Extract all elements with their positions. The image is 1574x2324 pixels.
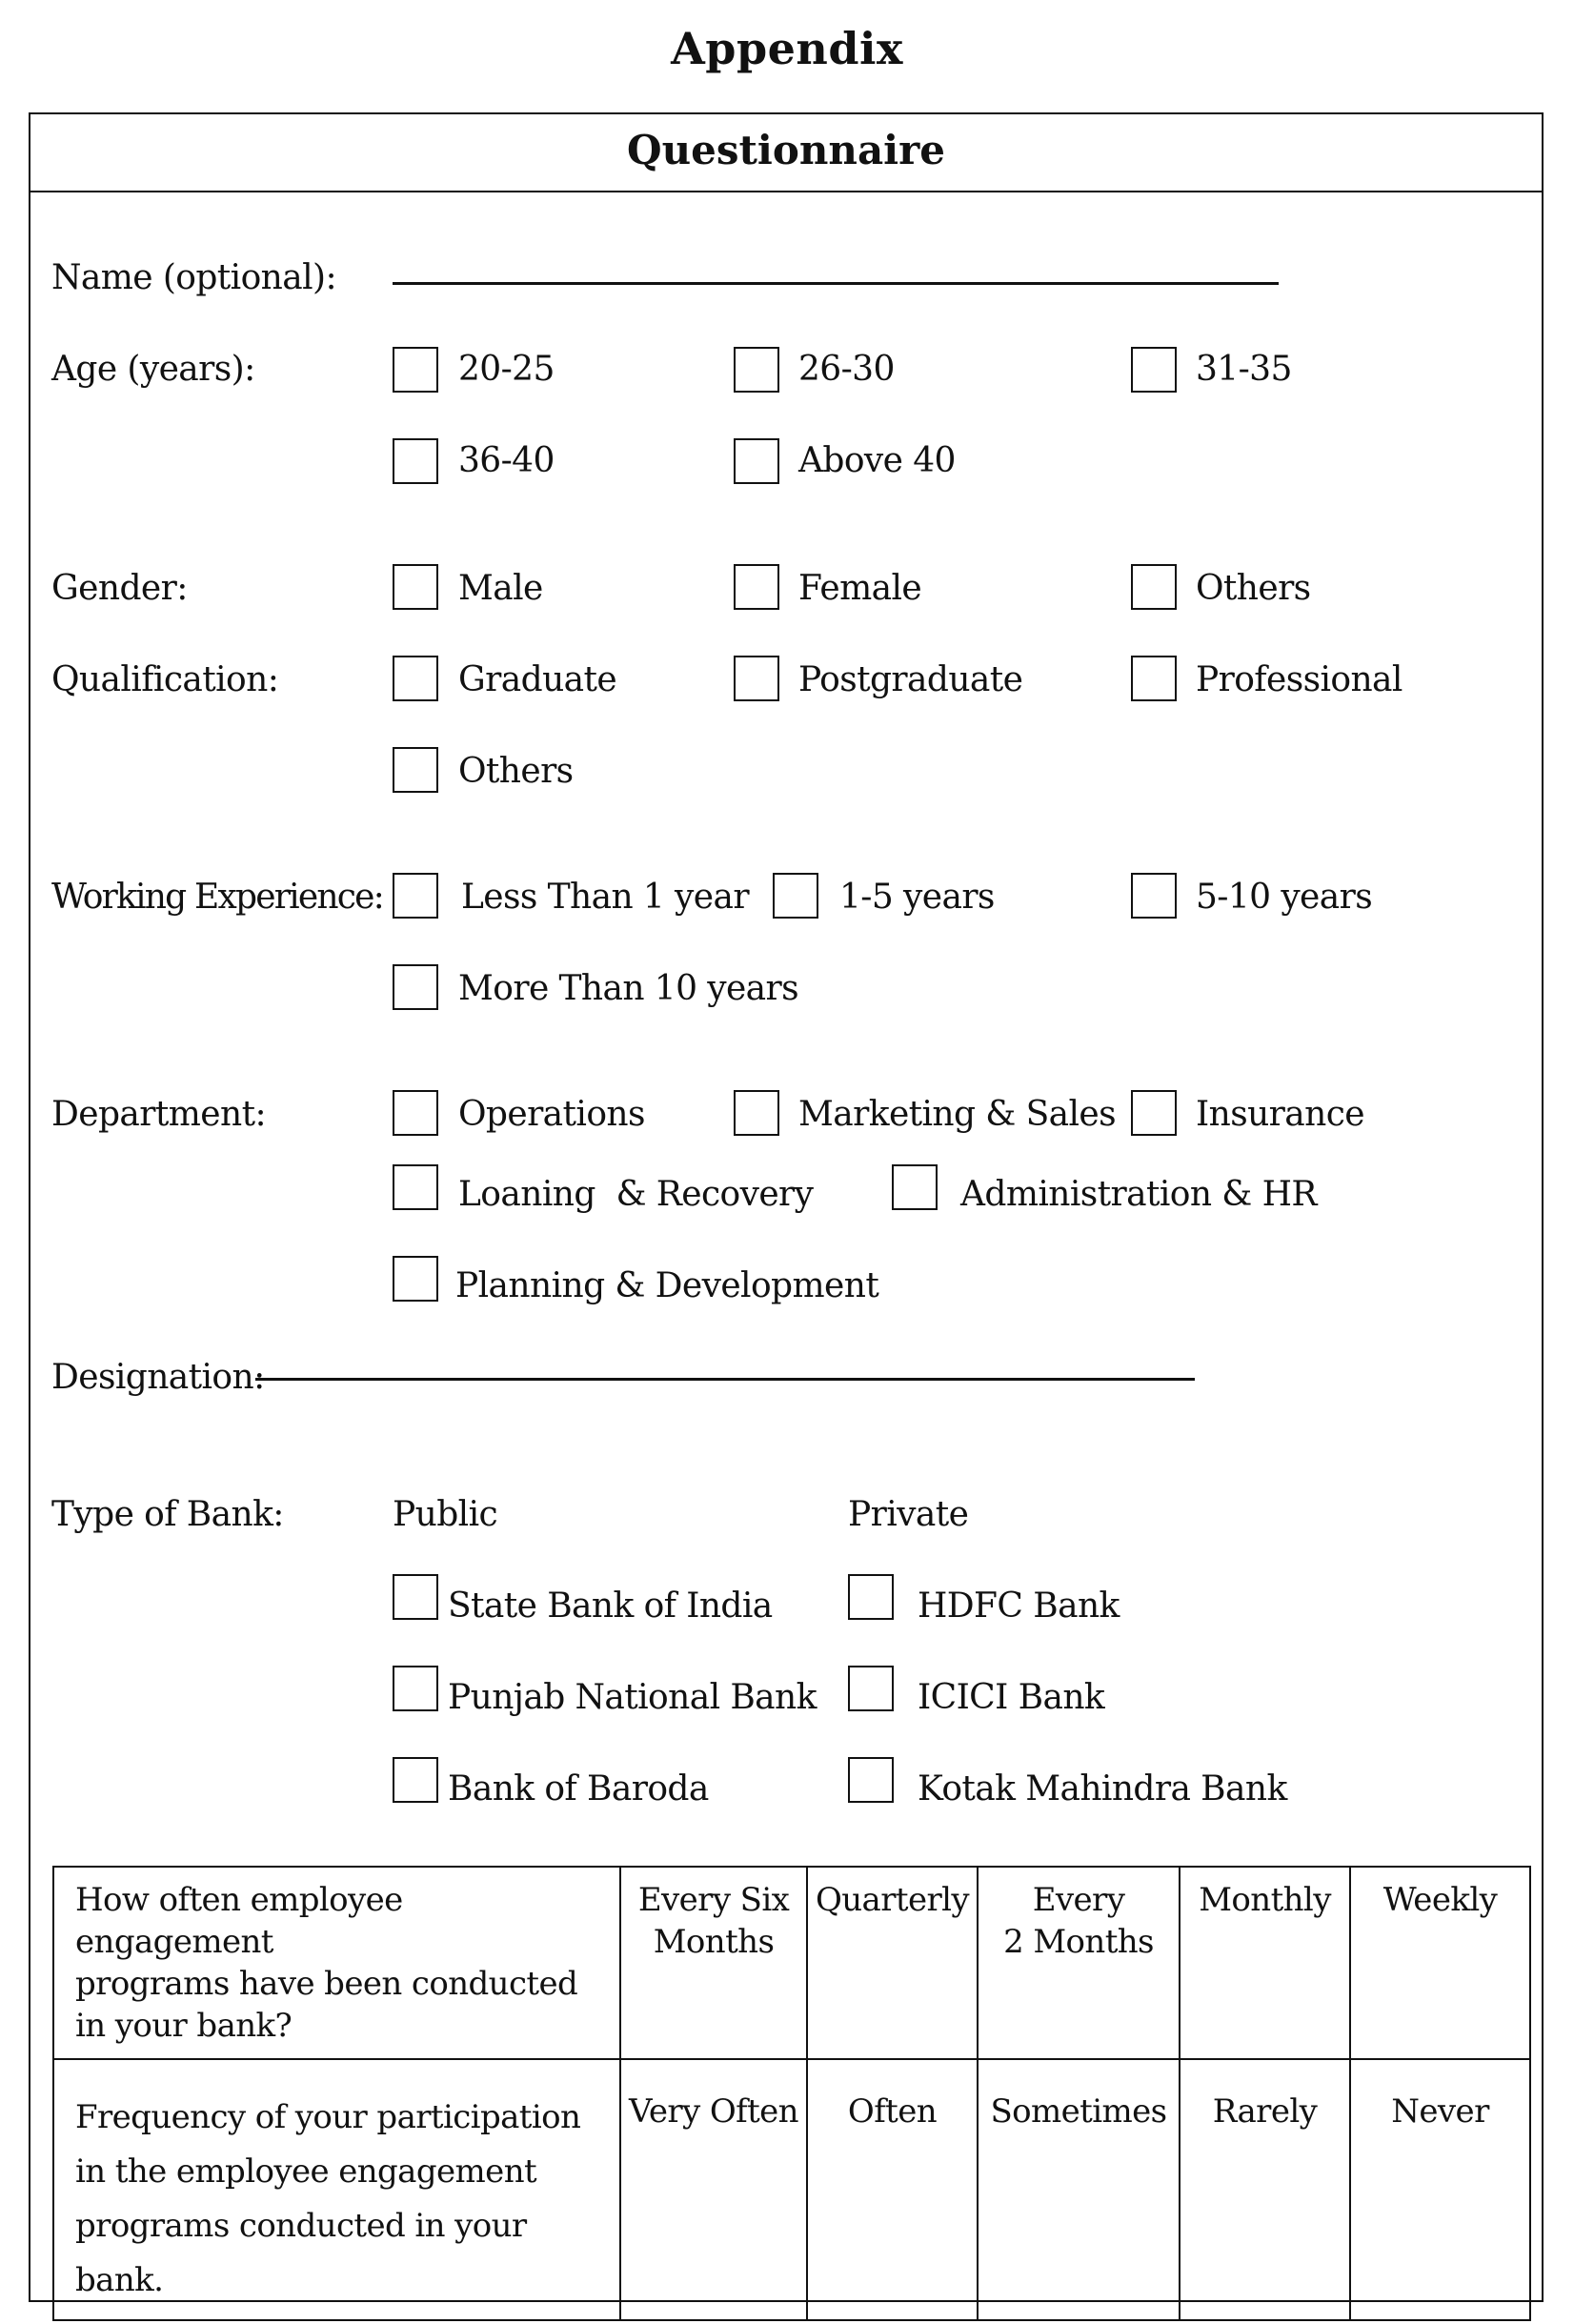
gender-checkbox-male[interactable] bbox=[393, 564, 438, 610]
bank-checkbox-pnb[interactable] bbox=[393, 1666, 438, 1711]
question-cell bbox=[53, 1867, 620, 2059]
choice-cell-very-often[interactable] bbox=[620, 2059, 807, 2320]
choice-cell-every-2-months[interactable] bbox=[978, 1867, 1180, 2059]
department-checkbox-marketing-sales[interactable] bbox=[734, 1090, 779, 1136]
choice-cell-monthly[interactable] bbox=[1180, 1867, 1350, 2059]
bank-checkbox-icici[interactable] bbox=[848, 1666, 894, 1711]
choice-text: Every Six bbox=[637, 1881, 790, 1919]
age-option-label: 20-25 bbox=[458, 350, 555, 389]
bank-option-label: Bank of Baroda bbox=[448, 1769, 709, 1809]
qualification-option-label: Graduate bbox=[458, 660, 617, 699]
experience-checkbox-more-than-10[interactable] bbox=[393, 964, 438, 1010]
choice-text: Never bbox=[1391, 2092, 1489, 2131]
choice-cell-often[interactable] bbox=[807, 2059, 978, 2320]
designation-label: Designation: bbox=[51, 1358, 265, 1397]
gender-option-label: Male bbox=[458, 569, 543, 608]
department-option-label: Loaning & Recovery bbox=[458, 1175, 814, 1214]
gender-checkbox-female[interactable] bbox=[734, 564, 779, 610]
choice-text: Rarely bbox=[1212, 2092, 1318, 2131]
qualification-label: Qualification: bbox=[51, 660, 279, 699]
gender-checkbox-others[interactable] bbox=[1131, 564, 1177, 610]
age-option-label: 26-30 bbox=[798, 350, 895, 389]
bank-option-label: HDFC Bank bbox=[918, 1586, 1120, 1626]
experience-label: Working Experience: bbox=[51, 878, 383, 917]
age-checkbox-36-40[interactable] bbox=[393, 438, 438, 484]
qualification-checkbox-others[interactable] bbox=[393, 747, 438, 793]
age-checkbox-26-30[interactable] bbox=[734, 347, 779, 393]
choice-text: Weekly bbox=[1382, 1881, 1498, 1919]
gender-label: Gender: bbox=[51, 569, 188, 608]
experience-checkbox-5-10[interactable] bbox=[1131, 873, 1177, 919]
department-checkbox-loaning-recovery[interactable] bbox=[393, 1164, 438, 1210]
question-line: How often employee engagement bbox=[75, 1881, 403, 1961]
age-option-label: Above 40 bbox=[798, 441, 956, 480]
choice-cell-weekly[interactable] bbox=[1350, 1867, 1530, 2059]
experience-option-label: 1-5 years bbox=[839, 878, 995, 917]
department-checkbox-planning-development[interactable] bbox=[393, 1256, 438, 1302]
age-checkbox-above-40[interactable] bbox=[734, 438, 779, 484]
question-cell bbox=[53, 2059, 620, 2320]
bank-checkbox-hdfc[interactable] bbox=[848, 1574, 894, 1620]
age-checkbox-31-35[interactable] bbox=[1131, 347, 1177, 393]
bank-option-label: State Bank of India bbox=[448, 1586, 773, 1626]
bank-option-label: ICICI Bank bbox=[918, 1678, 1105, 1717]
qualification-checkbox-graduate[interactable] bbox=[393, 656, 438, 701]
department-option-label: Marketing & Sales bbox=[798, 1095, 1117, 1134]
age-option-label: 36-40 bbox=[458, 441, 555, 480]
choice-text: Sometimes bbox=[990, 2092, 1167, 2131]
experience-option-label: 5-10 years bbox=[1196, 878, 1373, 917]
choice-text: Months bbox=[653, 1923, 775, 1961]
age-option-label: 31-35 bbox=[1196, 350, 1292, 389]
experience-checkbox-1-5[interactable] bbox=[773, 873, 818, 919]
bank-checkbox-kotak[interactable] bbox=[848, 1757, 894, 1803]
designation-field[interactable] bbox=[255, 1378, 1195, 1381]
name-field[interactable] bbox=[393, 282, 1279, 285]
qualification-option-label: Others bbox=[458, 752, 574, 791]
table-row-participation-frequency bbox=[53, 2059, 1530, 2320]
bank-checkbox-sbi[interactable] bbox=[393, 1574, 438, 1620]
department-checkbox-operations[interactable] bbox=[393, 1090, 438, 1136]
table-row-program-frequency bbox=[53, 1867, 1530, 2059]
age-label: Age (years): bbox=[51, 350, 255, 389]
choice-cell-sometimes[interactable] bbox=[978, 2059, 1180, 2320]
frequency-table bbox=[52, 1866, 1531, 2321]
department-option-label: Insurance bbox=[1196, 1095, 1364, 1134]
choice-text: Often bbox=[847, 2092, 938, 2131]
bank-option-label: Punjab National Bank bbox=[448, 1678, 817, 1717]
choice-cell-never[interactable] bbox=[1350, 2059, 1530, 2320]
qualification-checkbox-professional[interactable] bbox=[1131, 656, 1177, 701]
qualification-option-label: Postgraduate bbox=[798, 660, 1023, 699]
experience-option-label: Less Than 1 year bbox=[461, 878, 749, 917]
question-line: in the employee engagement bbox=[75, 2152, 537, 2191]
choice-text: 2 Months bbox=[1003, 1923, 1154, 1961]
page-title: Appendix bbox=[671, 23, 903, 74]
department-label: Department: bbox=[51, 1095, 266, 1134]
bank-checkbox-bob[interactable] bbox=[393, 1757, 438, 1803]
choice-cell-quarterly[interactable] bbox=[807, 1867, 978, 2059]
choice-text: Monthly bbox=[1199, 1881, 1331, 1919]
department-option-label: Planning & Development bbox=[455, 1266, 879, 1305]
qualification-checkbox-postgraduate[interactable] bbox=[734, 656, 779, 701]
question-line: programs conducted in your bank. bbox=[75, 2207, 527, 2299]
bank-option-label: Kotak Mahindra Bank bbox=[918, 1769, 1287, 1809]
question-line: programs have been conducted bbox=[75, 1965, 578, 2003]
choice-cell-every-six-months[interactable] bbox=[620, 1867, 807, 2059]
department-checkbox-administration-hr[interactable] bbox=[892, 1164, 938, 1210]
choice-text: Quarterly bbox=[815, 1881, 969, 1919]
experience-option-label: More Than 10 years bbox=[458, 969, 799, 1008]
choice-cell-rarely[interactable] bbox=[1180, 2059, 1350, 2320]
question-line: in your bank? bbox=[75, 2007, 293, 2045]
choice-text: Every bbox=[1032, 1881, 1125, 1919]
department-checkbox-insurance[interactable] bbox=[1131, 1090, 1177, 1136]
choice-text: Very Often bbox=[629, 2092, 798, 2131]
bank-type-label: Type of Bank: bbox=[51, 1495, 284, 1534]
gender-option-label: Female bbox=[798, 569, 922, 608]
gender-option-label: Others bbox=[1196, 569, 1311, 608]
age-checkbox-20-25[interactable] bbox=[393, 347, 438, 393]
public-bank-heading: Public bbox=[393, 1495, 498, 1534]
department-option-label: Operations bbox=[458, 1095, 645, 1134]
qualification-option-label: Professional bbox=[1196, 660, 1402, 699]
department-option-label: Administration & HR bbox=[960, 1175, 1317, 1214]
name-label: Name (optional): bbox=[51, 258, 337, 297]
form-title: Questionnaire bbox=[29, 112, 1544, 192]
private-bank-heading: Private bbox=[848, 1495, 969, 1534]
question-line: Frequency of your participation bbox=[75, 2098, 581, 2136]
experience-checkbox-less-than-1[interactable] bbox=[393, 873, 438, 919]
